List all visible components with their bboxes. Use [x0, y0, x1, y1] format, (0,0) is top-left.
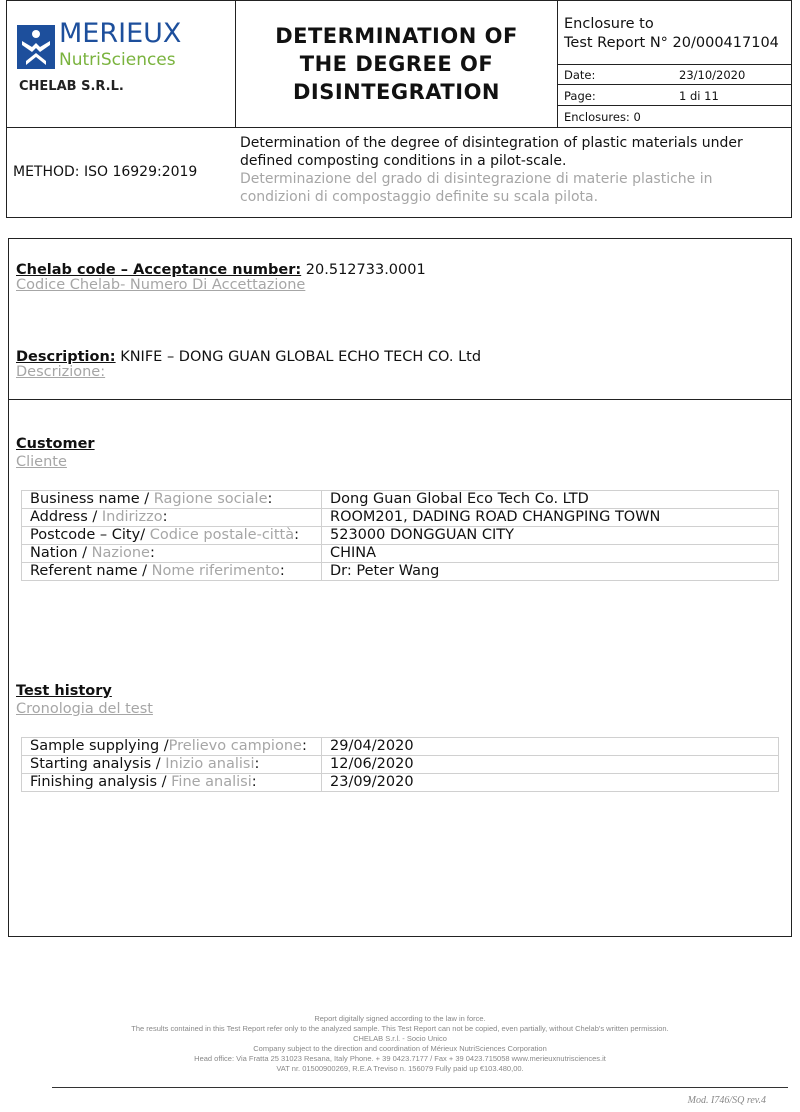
field-label — [22, 563, 322, 581]
field-value: Dong Guan Global Eco Tech Co. LTD — [322, 491, 779, 509]
field-label — [22, 756, 322, 774]
field-value: 523000 DONGGUAN CITY — [322, 527, 779, 545]
footer-line: The results contained in this Test Report refer only to the analyzed sample. This Test Report can not be copied, even partially, without Chelab's written permission. — [131, 1024, 669, 1033]
test-history-sublabel: Cronologia del test — [16, 701, 153, 717]
footer-line: Company subject to the direction and coordination of Mérieux NutriSciences Corporation — [253, 1044, 547, 1053]
method-section — [6, 128, 792, 218]
field-value: ROOM201, DADING ROAD CHANGPING TOWN — [322, 509, 779, 527]
field-value: 23/09/2020 — [322, 774, 779, 792]
date-label: Date: — [564, 68, 596, 82]
history-row — [22, 738, 779, 756]
footer — [60, 1014, 740, 1074]
field-label-en: Referent name / — [30, 563, 152, 579]
test-history-heading: Test history — [16, 683, 112, 699]
field-label-it: Inizio analisi — [165, 756, 255, 772]
brand-name: MERIEUX — [59, 18, 182, 49]
field-label — [22, 527, 322, 545]
customer-sublabel: Cliente — [16, 454, 67, 470]
field-label-it: Prelievo campione — [168, 738, 302, 754]
field-label-colon: : — [254, 756, 260, 772]
field-label-en: Postcode – City/ — [30, 527, 150, 543]
field-label-it: Indirizzo — [101, 509, 163, 525]
field-label-en: Sample supplying / — [30, 738, 169, 754]
description-value: KNIFE – DONG GUAN GLOBAL ECHO TECH CO. Ltd — [115, 349, 482, 365]
date-value: 23/10/2020 — [679, 68, 746, 82]
chelab-code-label: Chelab code – Acceptance number: — [16, 262, 302, 278]
field-label-colon: : — [279, 563, 285, 579]
customer-heading: Customer — [16, 436, 95, 452]
field-label — [22, 491, 322, 509]
customer-table — [21, 490, 779, 581]
description-line — [16, 346, 481, 365]
method-description — [240, 134, 780, 206]
page-row — [558, 86, 791, 106]
field-label-colon: : — [149, 545, 155, 561]
customer-row — [22, 563, 779, 581]
field-label-it: Codice postale-città — [149, 527, 295, 543]
report-header — [6, 0, 792, 128]
description-sublabel: Descrizione: — [16, 364, 106, 380]
customer-row — [22, 491, 779, 509]
field-label — [22, 738, 322, 756]
method-desc-it: Determinazione del grado di disintegrazione di materie plastiche in — [240, 171, 713, 187]
field-label-it: Ragione sociale — [153, 491, 268, 507]
page-label: Page: — [564, 89, 596, 103]
method-desc-en: defined composting conditions in a pilot-scale. — [240, 153, 567, 169]
method-desc-en: Determination of the degree of disintegration of plastic materials under — [240, 135, 743, 151]
footer-line: CHELAB S.r.l. - Socio Unico — [353, 1034, 447, 1043]
field-label-en: Address / — [30, 509, 102, 525]
field-label-it: Nazione — [91, 545, 150, 561]
field-label-en: Nation / — [30, 545, 92, 561]
field-label-en: Business name / — [30, 491, 154, 507]
customer-row — [22, 545, 779, 563]
field-label-colon: : — [294, 527, 299, 543]
field-label-it: Nome riferimento — [151, 563, 280, 579]
form-revision: Mod. I746/SQ rev.4 — [687, 1095, 766, 1106]
footer-line: Head office: Via Fratta 25 31023 Resana, Italy Phone. + 39 0423.7177 / Fax + 39 0423.715058 www.merieuxnutrisciences.it — [194, 1054, 606, 1063]
date-row — [558, 65, 791, 85]
field-label-colon: : — [251, 774, 257, 790]
test-history-table — [21, 737, 779, 792]
page-value: 1 di 11 — [679, 89, 719, 103]
chelab-code-line — [16, 259, 426, 278]
method-desc-it: condizioni di compostaggio definite su scala pilota. — [240, 189, 599, 205]
logo-cell — [7, 1, 236, 127]
history-row — [22, 756, 779, 774]
history-row — [22, 774, 779, 792]
title-line: THE DEGREE OF — [299, 52, 494, 76]
field-value: CHINA — [322, 545, 779, 563]
sample-section — [8, 238, 792, 400]
field-label-colon: : — [162, 509, 168, 525]
footer-line: Report digitally signed according to the law in force. — [314, 1014, 486, 1023]
method-label: METHOD: ISO 16929:2019 — [13, 164, 198, 180]
field-label-colon: : — [267, 491, 273, 507]
merieux-logo-icon — [17, 25, 55, 69]
title-line: DISINTEGRATION — [292, 80, 500, 104]
enclosures-row: Enclosures: 0 — [564, 110, 641, 124]
brand-subname: NutriSciences — [59, 50, 176, 70]
report-number: Test Report N° 20/000417104 — [564, 35, 779, 51]
field-label — [22, 545, 322, 563]
field-value: 29/04/2020 — [322, 738, 779, 756]
customer-row — [22, 527, 779, 545]
chelab-code-value: 20.512733.0001 — [301, 262, 426, 278]
title-line: DETERMINATION OF — [275, 24, 518, 48]
customer-history-section — [8, 399, 792, 937]
footer-line: VAT nr. 01500900269, R.E.A Treviso n. 156079 Fully paid up €103.480,00. — [276, 1064, 524, 1073]
description-label: Description: — [16, 349, 116, 365]
enclosure-reference — [558, 1, 791, 65]
footer-divider — [52, 1087, 788, 1088]
enclosure-cell — [558, 1, 791, 127]
enclosure-label: Enclosure to — [564, 16, 654, 32]
document-title — [236, 1, 558, 127]
field-label — [22, 509, 322, 527]
chelab-code-sublabel: Codice Chelab- Numero Di Accettazione — [16, 277, 306, 293]
company-name: CHELAB S.R.L. — [19, 79, 124, 94]
field-label — [22, 774, 322, 792]
field-label-it: Fine analisi — [171, 774, 252, 790]
field-label-colon: : — [301, 738, 307, 754]
field-label-en: Finishing analysis / — [30, 774, 172, 790]
field-value: Dr: Peter Wang — [322, 563, 779, 581]
field-label-en: Starting analysis / — [30, 756, 166, 772]
field-value: 12/06/2020 — [322, 756, 779, 774]
customer-row — [22, 509, 779, 527]
